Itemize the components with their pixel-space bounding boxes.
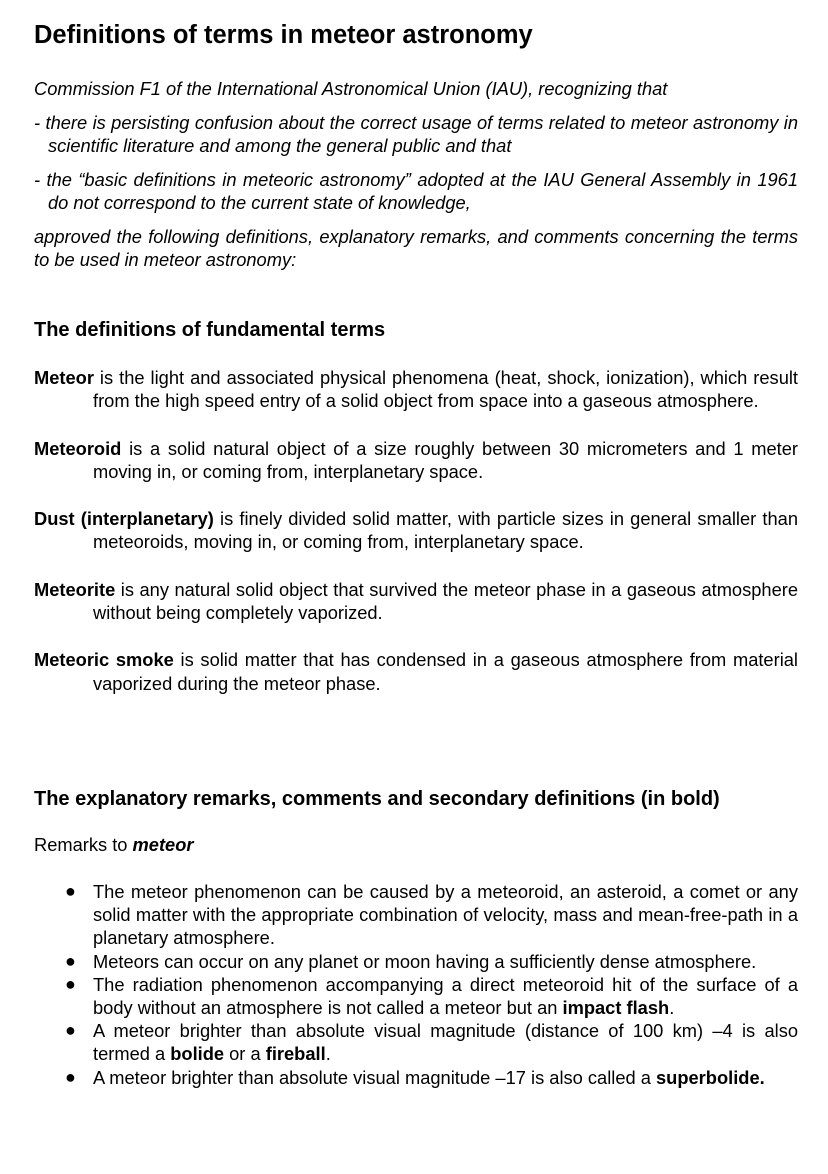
intro-point: - there is persisting confusion about the correct usage of terms related to meteor astronomy in scientific literature and among the general public and that bbox=[34, 112, 798, 156]
definition-term: Meteoroid bbox=[34, 437, 122, 459]
bullet-text: A meteor brighter than absolute visual magnitude –17 is also called a bbox=[93, 1066, 656, 1088]
list-item bbox=[34, 973, 798, 1019]
fundamental-terms-heading: The definitions of fundamental terms bbox=[34, 319, 386, 341]
bullet-icon: ● bbox=[65, 950, 76, 971]
definition-term: Dust (interplanetary) bbox=[34, 508, 214, 530]
definition-text: is a solid natural object of a size roughly between 30 micrometers and 1 meter moving in, or coming from, interplanetary space. bbox=[93, 437, 798, 482]
definition-meteor bbox=[34, 366, 798, 413]
bold-term: fireball bbox=[265, 1043, 326, 1065]
definition-meteorite bbox=[34, 578, 798, 625]
remarks-subheading bbox=[34, 833, 194, 857]
bold-term: bolide bbox=[170, 1043, 225, 1065]
definition-term: Meteoric smoke bbox=[34, 649, 174, 671]
explanatory-remarks-heading: The explanatory remarks, comments and secondary definitions (in bold) bbox=[34, 788, 720, 810]
definition-meteoroid bbox=[34, 437, 798, 484]
bullet-icon: ● bbox=[65, 1020, 76, 1041]
bullet-icon: ● bbox=[65, 973, 76, 994]
intro-point: - the “basic definitions in meteoric astronomy” adopted at the IAU General Assembly in 1961 do not correspond to the current state of knowledge, bbox=[34, 169, 798, 213]
remarks-term: meteor bbox=[132, 834, 194, 855]
list-item bbox=[34, 950, 798, 973]
bullet-text: . bbox=[669, 997, 675, 1019]
bullet-text: The meteor phenomenon can be caused by a meteoroid, an asteroid, a comet or any solid matter with the appropriate combination of velocity, mass and mean-free-path in a planetary atmosphere. bbox=[93, 881, 798, 949]
definition-dust bbox=[34, 507, 798, 554]
definitions-list bbox=[34, 366, 798, 719]
definition-text: is finely divided solid matter, with particle sizes in general smaller than meteoroids, moving in, or coming from, interplanetary space. bbox=[93, 508, 798, 553]
bullet-text: or a bbox=[224, 1043, 266, 1065]
bullet-text: A meteor brighter than absolute visual magnitude (distance of 100 km) –4 is also termed a bbox=[93, 1020, 798, 1065]
definition-term: Meteorite bbox=[34, 578, 116, 600]
intro-closing: approved the following definitions, explanatory remarks, and comments concerning the terms to be used in meteor astronomy: bbox=[34, 226, 798, 270]
bullet-text: The radiation phenomenon accompanying a direct meteoroid hit of the surface of a body without an atmosphere is not called a meteor but an bbox=[93, 973, 798, 1019]
definition-text: is any natural solid object that survived the meteor phase in a gaseous atmosphere without being completely vaporized. bbox=[93, 578, 798, 624]
list-item bbox=[34, 1066, 798, 1089]
document-title: Definitions of terms in meteor astronomy bbox=[34, 21, 533, 49]
bullet-text: Meteors can occur on any planet or moon having a sufficiently dense atmosphere. bbox=[93, 950, 757, 972]
intro-lead: Commission F1 of the International Astronomical Union (IAU), recognizing that bbox=[34, 78, 668, 99]
bullet-icon: ● bbox=[65, 881, 76, 901]
bullet-text: . bbox=[325, 1043, 331, 1065]
list-item bbox=[34, 880, 798, 950]
bullet-icon: ● bbox=[65, 1066, 76, 1087]
definition-text: is the light and associated physical phenomena (heat, shock, ionization), which result from the high speed entry of a solid object from space into a gaseous atmosphere. bbox=[93, 367, 798, 412]
list-item bbox=[34, 1019, 798, 1065]
bold-term: superbolide. bbox=[656, 1066, 765, 1088]
intro-section bbox=[34, 77, 798, 271]
remarks-prefix: Remarks to bbox=[34, 834, 133, 855]
definition-meteoric-smoke bbox=[34, 648, 798, 695]
definition-term: Meteor bbox=[34, 367, 94, 388]
remarks-list bbox=[34, 880, 798, 1089]
definition-text: is solid matter that has condensed in a gaseous atmosphere from material vaporized during the meteor phase. bbox=[93, 649, 798, 694]
bold-term: impact flash bbox=[562, 997, 670, 1019]
